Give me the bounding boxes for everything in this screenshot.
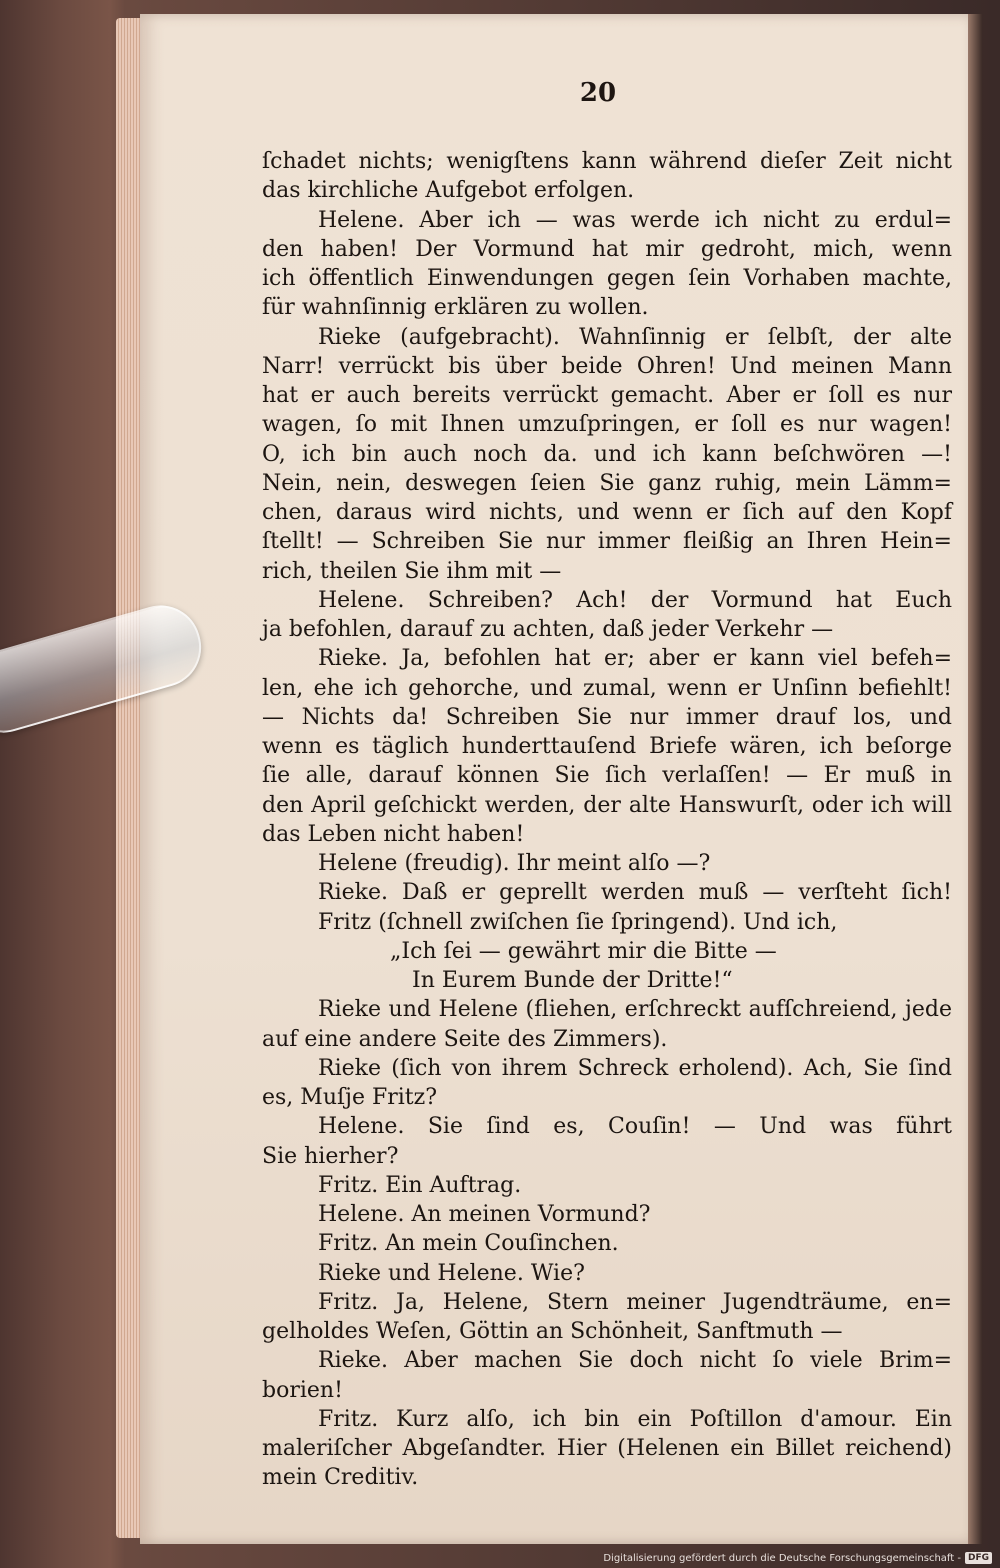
text-line: Helene. Schreiben? Ach! der Vormund hat Euch	[318, 587, 952, 613]
text-line: len, ehe ich gehorche, und zumal, wenn er Unſinn befiehlt!	[262, 675, 952, 701]
text-line: ja befohlen, darauf zu achten, daß jeder Verkehr —	[262, 617, 834, 642]
footer-text: Digitalisierung gefördert durch die Deutsche Forschungsgemeinschaft -	[603, 1552, 961, 1564]
text-line: auf eine andere Seite des Zimmers).	[262, 1026, 668, 1052]
text-line: Helene. An meinen Vormund?	[318, 1202, 651, 1227]
text-line: Rieke. Ja, befohlen hat er; aber er kann viel befeh=	[318, 646, 952, 672]
text-line: mein Creditiv.	[262, 1465, 419, 1491]
text-line: Nein, nein, deswegen ſeien Sie ganz ruhig, mein Lämm=	[262, 470, 952, 496]
text-line: Fritz. An mein Couſinchen.	[318, 1231, 619, 1257]
text-line: ſchadet nichts; wenigſtens kann während dieſer Zeit nicht	[262, 149, 952, 174]
text-line: Fritz. Ein Auftrag.	[318, 1172, 522, 1198]
verse-line: In Eurem Bunde der Dritte!“	[412, 968, 733, 993]
text-line: ſie alle, darauf können Sie ſich verlaſſen! — Er muß in	[262, 763, 952, 789]
text-line: das kirchliche Aufgebot erfolgen.	[262, 178, 635, 204]
text-line: wenn es täglich hunderttauſend Briefe wären, ich beſorge	[262, 734, 952, 759]
page-number: 20	[579, 78, 617, 108]
text-line: wagen, ſo mit Ihnen umzuſpringen, er ſoll es nur wagen!	[262, 412, 952, 438]
page-edges	[116, 18, 142, 1538]
text-line: den April geſchickt werden, der alte Hanswurſt, oder ich will	[262, 792, 952, 818]
text-line: Helene (freudig). Ihr meint alſo —?	[318, 851, 711, 876]
text-line: Helene. Sie ſind es, Couſin! — Und was führt	[318, 1114, 952, 1140]
text-line: Rieke und Helene (fliehen, erſchreckt aufſchreiend, jede	[318, 997, 952, 1023]
text-line: O, ich bin auch noch da. und ich kann beſchwören —!	[262, 441, 952, 467]
text-line: borien!	[262, 1377, 343, 1403]
text-line: Rieke (aufgebracht). Wahnſinnig er ſelbſt, der alte	[318, 324, 952, 350]
text-line: rich, theilen Sie ihm mit —	[262, 558, 562, 584]
text-line: Narr! verrückt bis über beide Ohren! Und meinen Mann	[262, 353, 952, 379]
text-line: für wahnſinnig erklären zu wollen.	[262, 295, 649, 321]
text-line: — Nichts da! Schreiben Sie nur immer drauf los, und	[262, 704, 952, 730]
footer-credit	[603, 1552, 992, 1564]
text-line: Rieke. Daß er geprellt werden muß — verſteht ſich!	[318, 880, 952, 906]
text-line: das Leben nicht haben!	[262, 821, 525, 847]
text-line: ich öffentlich Einwendungen gegen ſein Vorhaben machte,	[262, 266, 952, 291]
text-line: Sie hierher?	[262, 1143, 399, 1169]
text-line: Rieke. Aber machen Sie doch nicht ſo viele Brim=	[318, 1348, 952, 1374]
text-line: Rieke und Helene. Wie?	[318, 1260, 585, 1286]
text-line: gelholdes Weſen, Göttin an Schönheit, Sanftmuth —	[262, 1319, 843, 1344]
dfg-logo: DFG	[965, 1552, 992, 1564]
text-line: Fritz. Kurz alſo, ich bin ein Poſtillon d'amour. Ein	[318, 1406, 952, 1432]
text-line: Helene. Aber ich — was werde ich nicht zu erdul=	[318, 207, 952, 233]
text-line: den haben! Der Vormund hat mir gedroht, mich, wenn	[262, 236, 952, 262]
page-text	[262, 147, 952, 1493]
text-line: Fritz (ſchnell zwiſchen ſie ſpringend). Und ich,	[318, 909, 838, 935]
text-line: hat er auch bereits verrückt gemacht. Aber er ſoll es nur	[262, 383, 952, 408]
text-line: Fritz. Ja, Helene, Stern meiner Jugendträume, en=	[318, 1289, 952, 1315]
text-line: es, Muſje Fritz?	[262, 1085, 438, 1110]
text-line: ſtellt! — Schreiben Sie nur immer fleißig an Ihren Hein=	[262, 529, 952, 555]
verse-line: „Ich ſei — gewährt mir die Bitte —	[390, 938, 777, 964]
text-line: chen, daraus wird nichts, und wenn er ſich auf den Kopf	[262, 500, 952, 525]
text-line: Rieke (ſich von ihrem Schreck erholend). Ach, Sie ſind	[318, 1055, 952, 1081]
text-line: maleriſcher Abgeſandter. Hier (Helenen ein Billet reichend)	[262, 1436, 952, 1461]
page-gutter-shadow	[968, 14, 982, 1544]
